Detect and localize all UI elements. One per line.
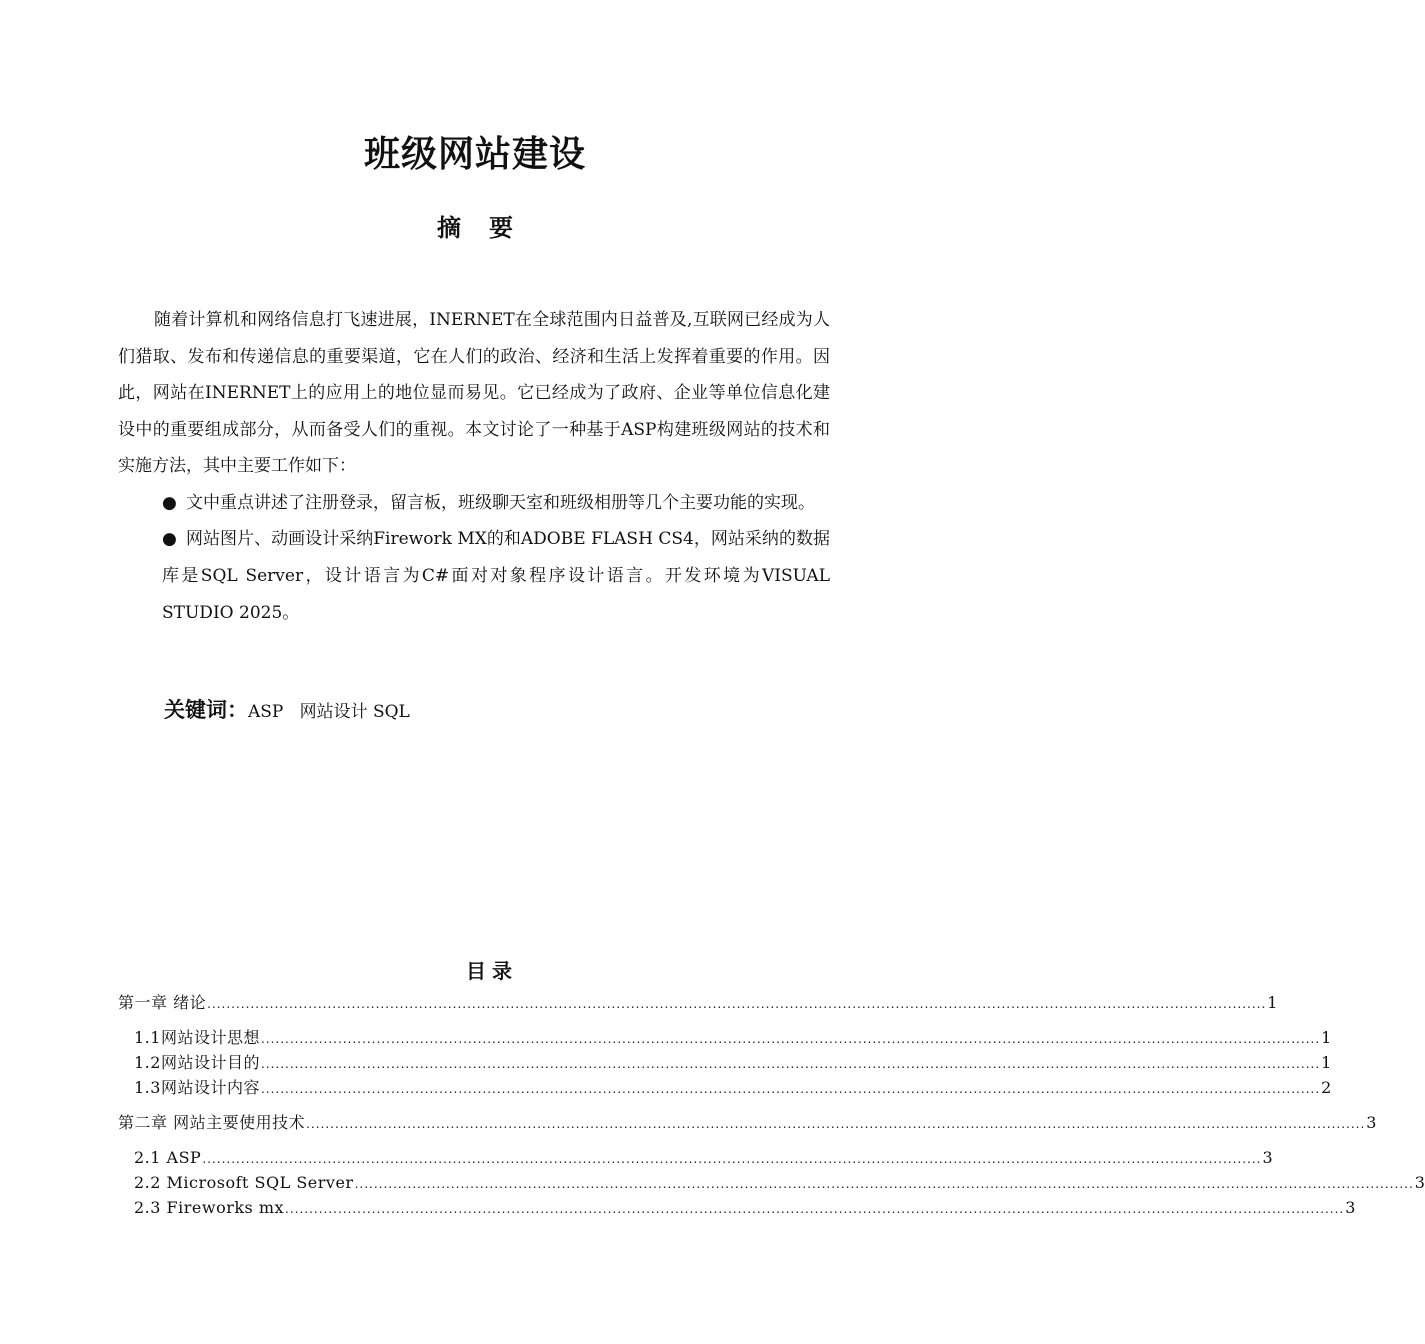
keywords-label: 关键词：: [164, 698, 248, 722]
toc-entry-title: 2.1 ASP: [134, 1148, 202, 1167]
toc-heading: 目录: [466, 959, 518, 983]
toc-dot-leader: ............................................................................................................................................................................................................................: [285, 1202, 1345, 1216]
table-of-contents: [118, 990, 1425, 1220]
bullet-item: [118, 485, 830, 522]
toc-entry-title: 第一章 绪论: [118, 993, 207, 1012]
bullet-icon: ●: [162, 492, 177, 513]
bullet-text: 网站图片、动画设计采纳Firework MX的和ADOBE FLASH CS4，网站采纳的数据库是SQL Server，设计语言为C#面对对象程序设计语言。开发环境为VISUAL STUDIO 2025。: [162, 529, 830, 623]
toc-entry[interactable]: [118, 1050, 1332, 1075]
toc-entry[interactable]: [118, 1195, 1356, 1220]
toc-page-number: 1: [1267, 993, 1278, 1012]
toc-entry[interactable]: [118, 1145, 1273, 1170]
toc-entry-title: 第二章 网站主要使用技术: [118, 1113, 306, 1132]
toc-entry-title: 1.2网站设计目的: [134, 1053, 260, 1072]
toc-entry-title: 1.3网站设计内容: [134, 1078, 260, 1097]
toc-entry[interactable]: [118, 1110, 1377, 1135]
toc-entry-title: 2.3 Fireworks mx: [134, 1198, 285, 1217]
toc-dot-leader: ............................................................................................................................................................................................................................: [202, 1152, 1262, 1166]
bullet-item: [118, 521, 830, 631]
toc-dot-leader: ............................................................................................................................................................................................................................: [260, 1057, 1321, 1071]
toc-entry[interactable]: [118, 1170, 1425, 1195]
toc-entry[interactable]: [118, 1075, 1332, 1100]
toc-entry-title: 1.1网站设计思想: [134, 1028, 260, 1047]
abstract-body: [118, 302, 830, 632]
toc-page-number: 1: [1321, 1028, 1332, 1047]
toc-page-number: 2: [1321, 1078, 1332, 1097]
toc-page-number: 3: [1262, 1148, 1273, 1167]
toc-page-number: 1: [1321, 1053, 1332, 1072]
toc-entry[interactable]: [118, 1025, 1332, 1050]
bullet-text: 文中重点讲述了注册登录，留言板，班级聊天室和班级相册等几个主要功能的实现。: [186, 492, 815, 513]
abstract-paragraph: 随着计算机和网络信息打飞速进展，INERNET在全球范围内日益普及,互联网已经成为人们猎取、发布和传递信息的重要渠道，它在人们的政治、经济和生活上发挥着重要的作用。因此，网站在INERNET上的应用上的地位显而易见。它已经成为了政府、企业等单位信息化建设中的重要组成部分，从而备受人们的重视。本文讨论了一种基于ASP构建班级网站的技术和实施方法，其中主要工作如下：: [118, 310, 830, 476]
toc-page-number: 3: [1414, 1173, 1425, 1192]
keywords-values: ASP 网站设计 SQL: [248, 702, 410, 722]
toc-page-number: 3: [1345, 1198, 1356, 1217]
keywords-line: [164, 694, 410, 724]
abstract-heading: 摘要: [437, 213, 541, 242]
document-title: 班级网站建设: [363, 133, 586, 175]
toc-dot-leader: ............................................................................................................................................................................................................................: [207, 997, 1267, 1011]
toc-dot-leader: ............................................................................................................................................................................................................................: [260, 1082, 1321, 1096]
toc-page-number: 3: [1366, 1113, 1377, 1132]
toc-dot-leader: ............................................................................................................................................................................................................................: [354, 1177, 1414, 1191]
toc-entry[interactable]: [118, 990, 1278, 1015]
bullet-icon: ●: [162, 529, 177, 550]
toc-dot-leader: ............................................................................................................................................................................................................................: [306, 1117, 1366, 1131]
toc-entry-title: 2.2 Microsoft SQL Server: [134, 1173, 354, 1192]
toc-dot-leader: ............................................................................................................................................................................................................................: [260, 1032, 1321, 1046]
